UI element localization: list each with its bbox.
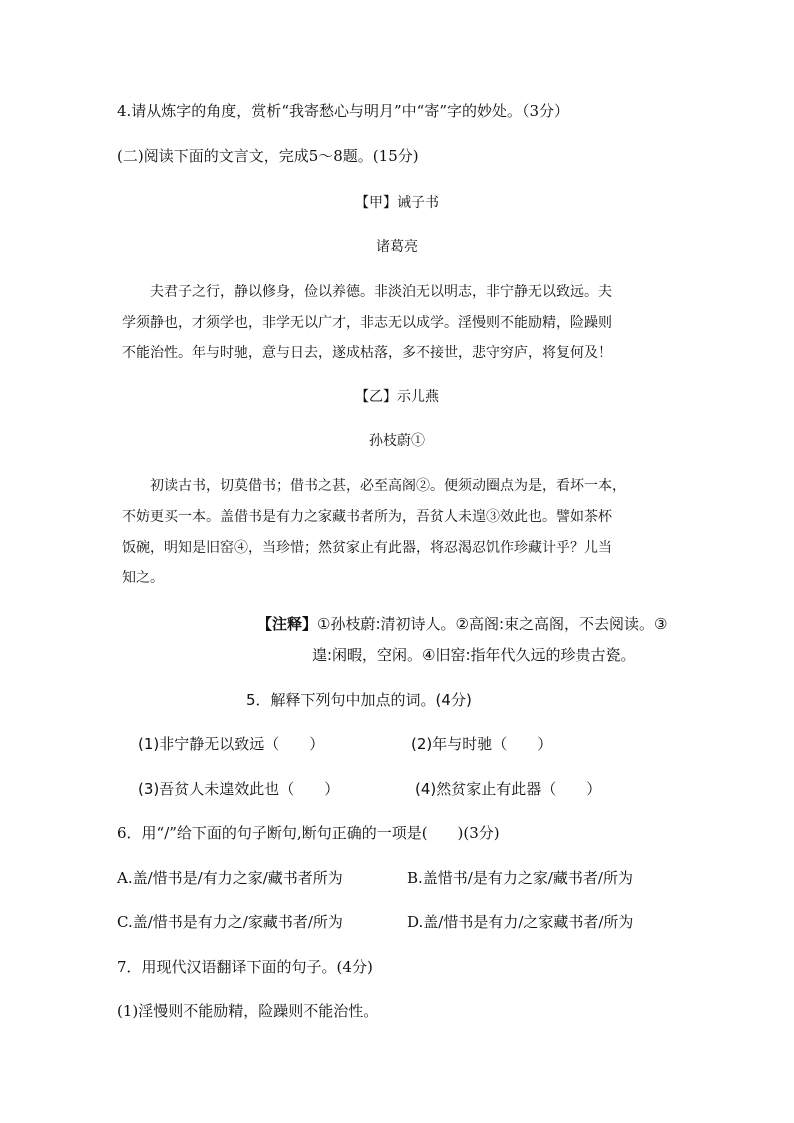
- passage-line: 初读古书，切莫借书；借书之甚，必至高阁②。便须动圈点为是，看坏一本，: [150, 478, 626, 494]
- passage-yi-title: 【乙】示儿燕: [355, 389, 439, 405]
- passage-line: 学须静也，才须学也，非学无以广才，非志无以成学。淫慢则不能励精，险躁则: [122, 315, 612, 331]
- question-6-option-c: C.盖/惜书是有力之/家藏书者/所为: [117, 913, 343, 931]
- question-6-option-a: A.盖/惜书是/有力之家/藏书者所为: [117, 869, 343, 887]
- annotation-line-1: [257, 614, 667, 634]
- passage-yi-author: 孙枝蔚①: [369, 433, 425, 449]
- question-6-option-b: B.盖惜书/是有力之家/藏书者/所为: [407, 869, 633, 887]
- passage-jia-author: 诸葛亮: [376, 239, 418, 255]
- section-2-heading: (二)阅读下面的文言文，完成5～8题。(15分): [117, 147, 419, 165]
- passage-line: 夫君子之行，静以修身，俭以养德。非淡泊无以明志，非宁静无以致远。夫: [150, 284, 612, 300]
- annotation-label: 【注释】: [257, 615, 318, 633]
- question-5-item-2: (2)年与时驰（ ）: [411, 735, 553, 753]
- question-5-item-1: (1)非宁静无以致远（ ）: [138, 735, 325, 753]
- passage-line: 饭碗，明知是旧窑④，当珍惜；然贫家止有此器，将忍渴忍饥作珍藏计乎？儿当: [122, 540, 612, 556]
- passage-line: 知之。: [122, 570, 164, 586]
- passage-line: 不妨更买一本。盖借书是有力之家藏书者所为，吾贫人未遑③效此也。譬如茶杯: [122, 509, 612, 525]
- annotation-line-2: 遑:闲暇，空闲。④旧窑:指年代久远的珍贵古瓷。: [312, 646, 636, 664]
- question-6-stem: 6．用“/”给下面的句子断句,断句正确的一项是( )(3分): [117, 824, 500, 842]
- question-6-option-d: D.盖/惜书是有力/之家藏书者/所为: [407, 913, 634, 931]
- question-5-item-4: (4)然贫家止有此器（ ）: [415, 780, 602, 798]
- annotation-text: ①孙枝蔚:清初诗人。②高阁:束之高阁，不去阅读。③: [317, 615, 668, 633]
- question-5-stem: 5．解释下列句中加点的词。(4分): [246, 691, 472, 709]
- question-7-stem: 7．用现代汉语翻译下面的句子。(4分): [117, 958, 373, 976]
- question-7-sub-1: (1)淫慢则不能励精，险躁则不能治性。: [117, 1002, 379, 1020]
- passage-jia-title: 【甲】诫子书: [355, 195, 439, 211]
- passage-line: 不能治性。年与时驰，意与日去，遂成枯落，多不接世，悲守穷庐，将复何及！: [122, 345, 612, 361]
- question-4: 4.请从炼字的角度，赏析“我寄愁心与明月”中“寄”字的妙处。（3分）: [117, 102, 570, 120]
- question-5-item-3: (3)吾贫人未遑效此也（ ）: [138, 780, 340, 798]
